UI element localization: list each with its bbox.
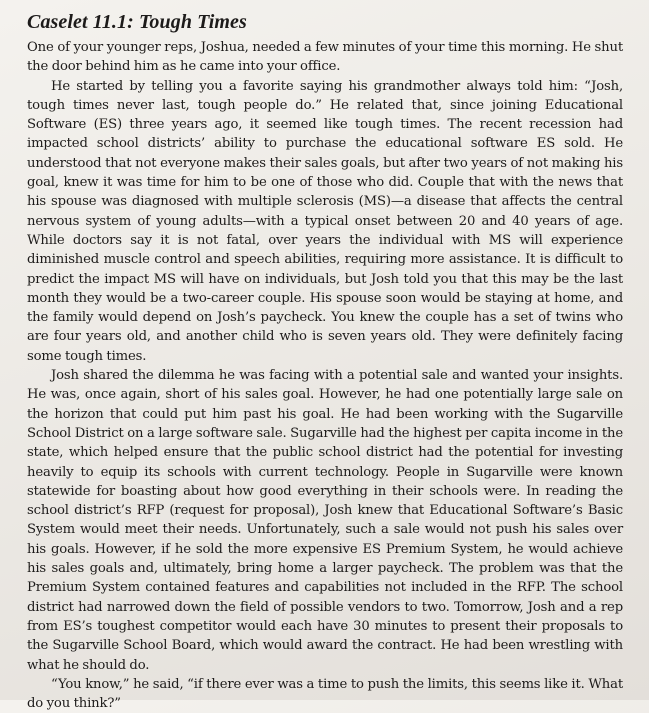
caselet-title: Caselet 11.1: Tough Times <box>27 11 247 33</box>
caselet-paragraph-4: “You know,” he said, “if there ever was a time to push the limits, this seems like it. What do you think?” <box>27 676 623 712</box>
caselet-paragraph-1: One of your younger reps, Joshua, needed a few minutes of your time this morning. He shut the door behind him as he came into your office. <box>27 40 623 75</box>
caselet-paragraph-3: Josh shared the dilemma he was facing with a potential sale and wanted your insights. He was, once again, short of his sales goal. However, he had one potentially large sale on the horizon that could put him past his goal. He had been working with the Sugarville School District on a large software sale. Sugarville had the highest per capita income in the state, which helped ensure that the public school district had the potential for investing heavily to equip its schools with current technology. People in Sugarville were known statewide for boasting about how good everything in their schools were. In reading the school district’s RFP (request for proposal), Josh knew that Educational Software’s Basic System would meet their needs. Unfortunately, such a sale would not push his sales over his goals. However, if he sold the more expensive ES Premium System, he would achieve his sales goals and, ultimately, bring home a larger paycheck. The problem was that the Premium System contained features and capabilities not included in the RFP. The school district had narrowed down the field of possible vendors to two. Tomorrow, Josh and a rep from ES’s toughest competitor would each have 30 minutes to present their proposals to the Sugarville School Board, which would award the contract. He had been wrestling with what he should do. <box>27 368 623 673</box>
caselet-paragraph-2: He started by telling you a favorite saying his grandmother always told him: “Josh, tough times never last, tough people do.” He related that, since joining Educational Software (ES) three years ago, it seemed like tough times. The recent recession had impacted school districts’ ability to purchase the educational software ES sold. He understood that not everyone makes their sales goals, but after two years of not making his goal, knew it was time for him to be one of those who did. Couple that with the news that his spouse was diagnosed with multiple sclerosis (MS)—a disease that affects the central nervous system of young adults—with a typical onset between 20 and 40 years of age. While doctors say it is not fatal, over years the individual with MS will experience diminished muscle control and speech abilities, requiring more assistance. It is difficult to predict the impact MS will have on individuals, but Josh told you that this may be the last month they would be a two-career couple. His spouse soon would be staying at home, and the family would depend on Josh’s paycheck. You knew the couple has a set of twins who are four years old, and another child who is seven years old. They were definitely facing some tough times. <box>27 78 623 364</box>
